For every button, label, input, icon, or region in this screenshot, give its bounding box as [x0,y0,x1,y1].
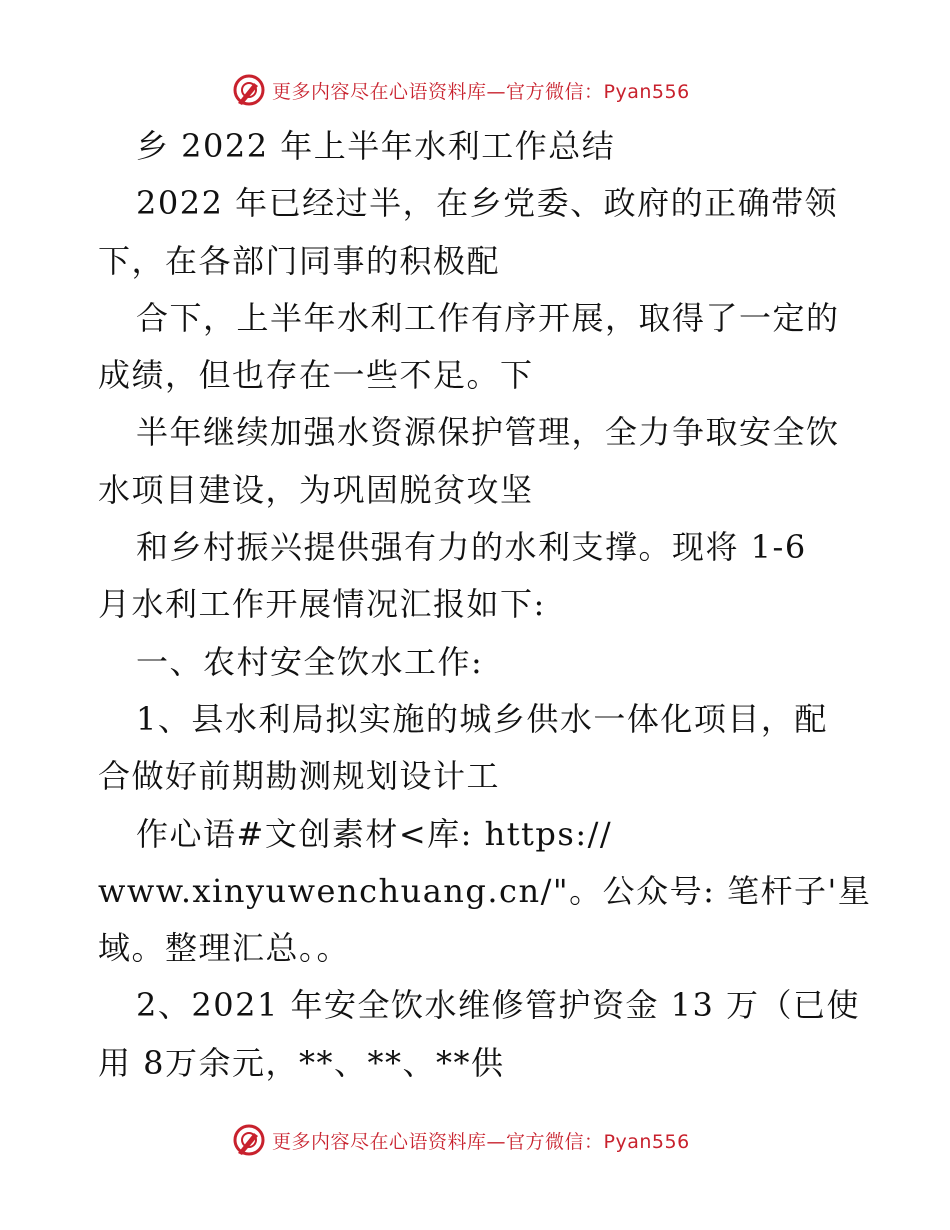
section-heading: 一、农村安全饮水工作: [136,642,484,681]
doc-line: 作心语#文创素材<库: https:// [136,814,613,853]
watermark-text: 更多内容尽在心语资料库—官方微信：Pyan556 [272,1130,690,1153]
doc-line: 域。整理汇总。。 [98,929,351,968]
doc-line: 半年继续加强水资源保护管理，全力争取安全饮 [136,413,840,452]
footer-watermark-banner [232,1122,690,1158]
pen-circle-logo-icon [232,73,266,107]
doc-line: 下，在各部门同事的积极配 [98,241,501,280]
doc-line: 2022 年已经过半，在乡党委、政府的正确带领 [136,184,839,223]
doc-line: 合做好前期勘测规划设计工 [98,757,501,796]
doc-line: 和乡村振兴提供强有力的水利支撑。现将 1-6 [136,528,807,567]
doc-line: 用 8万余元，**、**、**供 [98,1043,505,1082]
doc-line: 合下，上半年水利工作有序开展，取得了一定的 [136,298,840,337]
watermark-text: 更多内容尽在心语资料库—官方微信：Pyan556 [272,80,690,103]
doc-line: 1、县水利局拟实施的城乡供水一体化项目，配 [136,699,828,738]
header-watermark-banner [232,72,690,108]
doc-line: 月水利工作开展情况汇报如下: [98,585,546,624]
pen-circle-logo-icon [232,1123,266,1157]
doc-line: www.xinyuwenchuang.cn/"。公众号: 笔杆子'星 [98,871,872,910]
doc-title: 乡 2022 年上半年水利工作总结 [136,127,616,165]
doc-line: 成绩，但也存在一些不足。下 [98,356,534,395]
doc-line: 2、2021 年安全饮水维修管护资金 13 万（已使 [136,986,861,1025]
doc-line: 水项目建设，为巩固脱贫攻坚 [98,470,534,509]
document-body [98,118,872,1092]
